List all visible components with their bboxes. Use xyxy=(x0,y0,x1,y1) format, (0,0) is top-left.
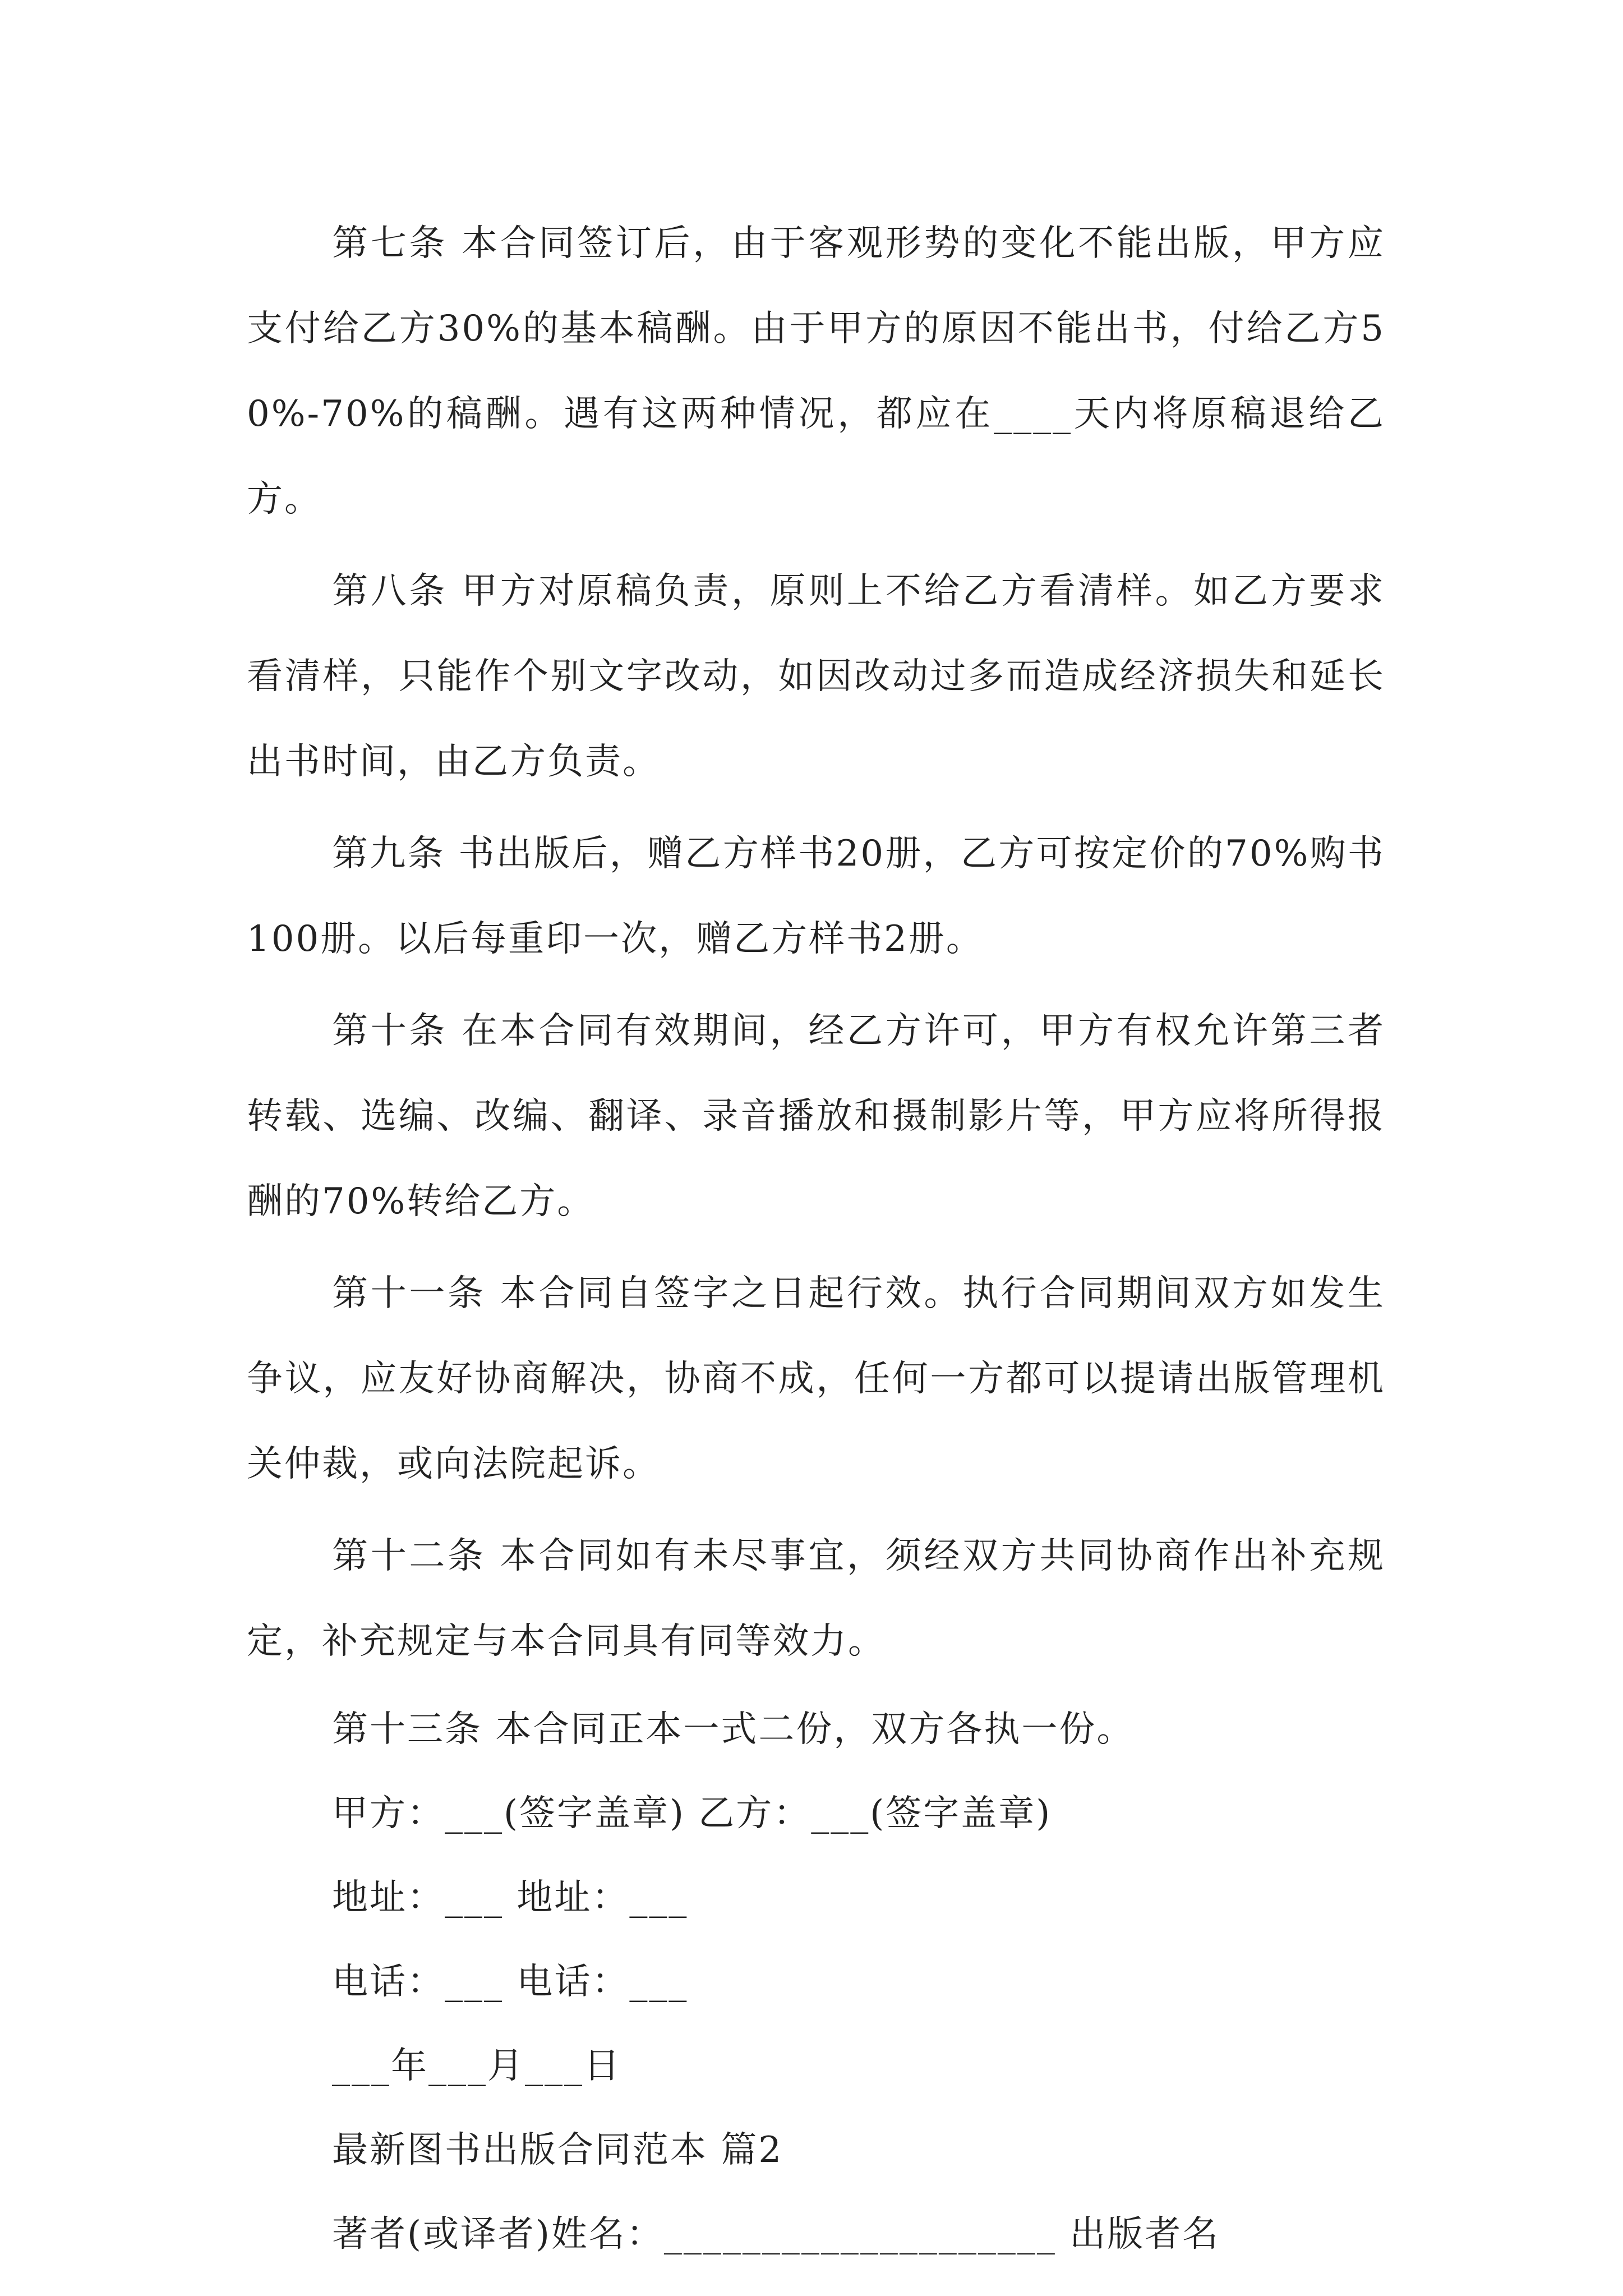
author-name-line: 著者(或译者)姓名：____________________ 出版者名 xyxy=(332,2214,1220,2255)
article-12-paragraph: 第十二条 本合同如有未尽事宜，须经双方共同协商作出补充规定，补充规定与本合同具有同等效力。 xyxy=(247,1535,1385,1662)
phone-line: 电话：___ 电话：___ xyxy=(332,1961,689,2003)
article-8-paragraph: 第八条 甲方对原稿负责，原则上不给乙方看清样。如乙方要求看清样，只能作个别文字改动，如因改动过多而造成经济损失和延长出书时间，由乙方负责。 xyxy=(247,570,1385,783)
signature-line: 甲方：___(签字盖章) 乙方：___(签字盖章) xyxy=(332,1793,1052,1834)
article-13-line: 第十三条 本合同正本一式二份，双方各执一份。 xyxy=(332,1709,1135,1750)
date-line: ___年___月___日 xyxy=(332,2045,621,2087)
article-11-paragraph: 第十一条 本合同自签字之日起行效。执行合同期间双方如发生争议，应友好协商解决，协商不成，任何一方都可以提请出版管理机关仲裁，或向法院起诉。 xyxy=(247,1273,1385,1485)
article-7-paragraph: 第七条 本合同签订后，由于客观形势的变化不能出版，甲方应支付给乙方30%的基本稿酬。由于甲方的原因不能出书，付给乙方50%-70%的稿酬。遇有这两种情况，都应在____天内将原稿退给乙方。 xyxy=(247,223,1385,520)
article-9-paragraph: 第九条 书出版后，赠乙方样书20册，乙方可按定价的70%购书100册。以后每重印一次，赠乙方样书2册。 xyxy=(247,833,1385,960)
address-line: 地址：___ 地址：___ xyxy=(332,1877,689,1918)
document-body xyxy=(247,201,1385,2280)
section-heading: 最新图书出版合同范本 篇2 xyxy=(332,2129,783,2171)
article-10-paragraph: 第十条 在本合同有效期间，经乙方许可，甲方有权允许第三者转载、选编、改编、翻译、录音播放和摄制影片等，甲方应将所得报酬的70%转给乙方。 xyxy=(247,1010,1385,1222)
